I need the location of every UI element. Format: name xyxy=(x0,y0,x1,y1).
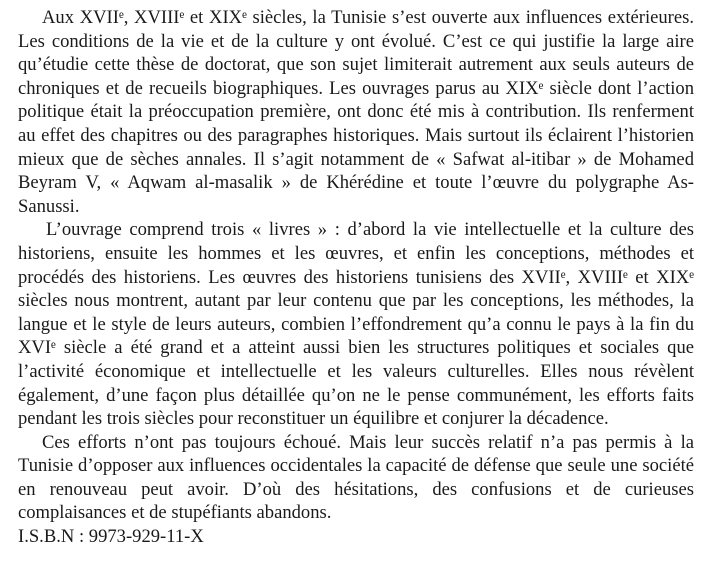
paragraph-intro: Aux XVIIᵉ, XVIIIᵉ et XIXᵉ siècles, la Tunisie s’est ouverte aux influences extérieures. Les conditions de la vie et de la culture y ont évolué. C’est ce qui justifie la large aire qu’étudie cette thèse de doctorat, que son sujet limiterait autrement aux seuls auteurs de chroniques et de recueils biographiques. Les ouvrages parus au XIXᵉ siècle dont l’action politique était la préoccupation première, ont donc été mis à contribution. Ils renferment au effet des chapitres ou des paragraphes historiques. Mais surtout ils éclairent l’historien mieux que de sèches annales. Il s’agit notamment de « Safwat al-itibar » de Mohamed Beyram V, « Aqwam al-masalik » de Khérédine et toute l’œuvre du polygraphe As-Sanussi. xyxy=(18,7,694,217)
document-text-block xyxy=(18,6,694,549)
paragraph-conclusion: Ces efforts n’ont pas toujours échoué. Mais leur succès relatif n’a pas permis à la Tunisie d’opposer aux influences occidentales la capacité de défense que seule une société en renouveau peut avoir. D’où des hésitations, des confusions et de curieuses complaisances et de stupéfiants abandons. xyxy=(18,431,694,524)
paragraph-structure: L’ouvrage comprend trois « livres » : d’abord la vie intellectuelle et la culture des historiens, ensuite les hommes et les œuvres, et enfin les conceptions, méthodes et procédés des historiens. Les œuvres des historiens tunisiens des XVIIᵉ, XVIIIᵉ et XIXᵉ siècles nous montrent, autant par leur contenu que par les conceptions, les méthodes, la langue et le style de leurs auteurs, combien l’effondrement qu’a connu le pays à la fin du XVIᵉ siècle a été grand et a atteint aussi bien les structures politiques et sociales que l’activité économique et intellectuelle et les valeurs culturelles. Elles nous révèlent également, d’une façon plus détaillée qu’on ne le pense communément, les efforts faits pendant les trois siècles pour reconstituer un équilibre et conjurer la décadence. xyxy=(18,219,694,430)
isbn-line: I.S.B.N : 9973-929-11-X xyxy=(18,526,204,548)
